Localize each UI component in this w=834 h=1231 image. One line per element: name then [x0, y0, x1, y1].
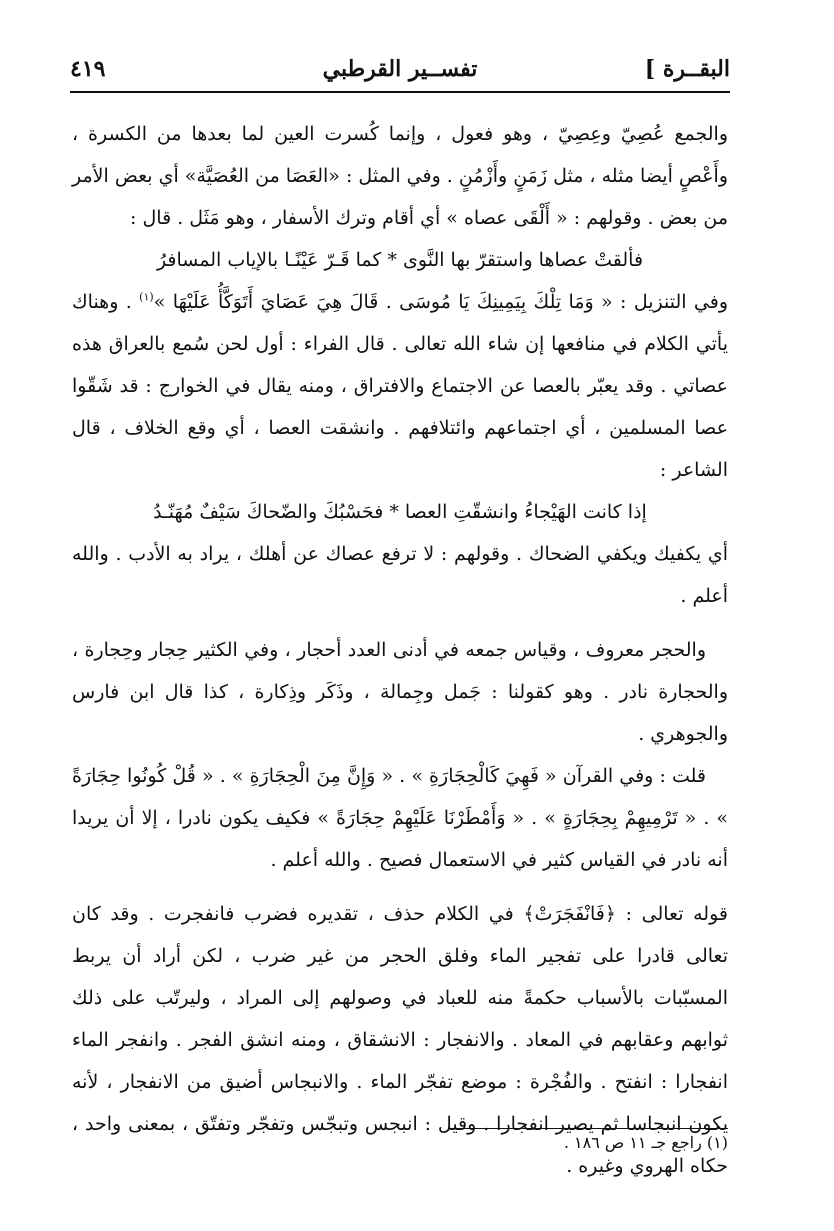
footnote-rule [448, 1128, 728, 1129]
footnote: (١) راجع جـ ١١ ص ١٨٦ . [563, 1133, 728, 1152]
running-header [70, 46, 730, 86]
paragraph: قوله تعالى : ﴿فَانْفَجَرَتْ﴾ في الكلام حذف ، تقديره فضرب فانفجرت . وقد كان تعالى قادرا على تفجير الماء وفلق الحجر من غير ضرب ، لكن أراد أن يربط المسبّبات بالأسباب حكمةً منه للعباد في وصولهم إلى المراد ، وليرتّب على ذلك ثوابهم وعقابهم في المعاد . والانفجار : الانشقاق ، ومنه انشق الفجر . وانفجر الماء انفجارا : انفتح . والفُجْرة : موضع تفجّر الماء . والانبجاس أضيق من الانفجار ، لأنه يكون انبجاسا ثم يصير انفجارا . وقيل : انبجس وتبجّس وتفجّر وتفتّق ، بمعنى واحد ، حكاه الهروي وغيره . [72, 903, 728, 1177]
poetry-verse: فألقتْ عصاها واستقرّ بها النَّوى * كما قَـرّ عَيْنًـا بالإياب المسافرُ [156, 249, 644, 271]
book-title: تفســير القرطبي [322, 56, 478, 82]
body-text [72, 113, 728, 1187]
paragraph: والجمع عُصِيّ وعِصِيّ ، وهو فعول ، وإنما كُسرت العين لما بعدها من الكسرة ، وأَعْصٍ أيضا مثله ، مثل زَمَنٍ وأَزْمُنٍ . وفي المثل : «العَصَا من العُصَيَّة» أي بعض الأمر من بعض . وقولهم : « أَلْقَى عصاه » أي أقام وترك الأسفار ، وهو مَثَل . قال : [72, 123, 728, 229]
paragraph-text: . وهناك يأتي الكلام في منافعها إن شاء الله تعالى . قال الفراء : أول لحن سُمع بالعراق هذه عصاتي . وقد يعبّر بالعصا عن الاجتماع والافتراق ، ومنه يقال في الخوارج : قد شَقّوا عصا المسلمين ، أي اجتماعهم وائتلافهم . وانشقت العصا ، أي وقع الخلاف ، قال الشاعر : [72, 291, 728, 481]
paragraph: والحجر معروف ، وقياس جمعه في أدنى العدد أحجار ، وفي الكثير حِجار وحِجارة ، والحجارة نادر . وهو كقولنا : جَمل وجِمالة ، وذَكَر وذِكارة ، كذا قال ابن فارس والجوهري . [72, 639, 728, 745]
quranic-quote: وفي التنزيل : « وَمَا تِلْكَ بِيَمِينِكَ يَا مُوسَى . قَالَ هِيَ عَصَايَ أَتَوَكَّأُ عَلَيْهَا » [153, 291, 728, 313]
paragraph: أي يكفيك ويكفي الضحاك . وقولهم : لا ترفع عصاك عن أهلك ، يراد به الأدب . والله أعلم . [72, 543, 728, 607]
page-number: ٤١٩ [70, 56, 106, 82]
poetry-verse: إذا كانت الهَيْجاءُ وانشقّتِ العصا * فحَسْبُكَ والضّحاكَ سَيْفٌ مُهَنّـدُ [153, 501, 647, 523]
header-rule [70, 91, 730, 93]
paragraph: قلت : وفي القرآن « فَهِيَ كَالْحِجَارَةِ » . « وَإِنَّ مِنَ الْحِجَارَةِ » . « قُلْ كُونُوا حِجَارَةً » . « تَرْمِيهِمْ بِحِجَارَةٍ » . « وَأَمْطَرْنَا عَلَيْهِمْ حِجَارَةً » فكيف يكون نادرا ، إلا أن يريدا أنه نادر في القياس كثير في الاستعمال فصيح . والله أعلم . [72, 765, 728, 871]
footnote-marker: (١) [139, 290, 154, 304]
section-name: البقــرة ] [644, 56, 730, 82]
paragraph [72, 281, 728, 491]
